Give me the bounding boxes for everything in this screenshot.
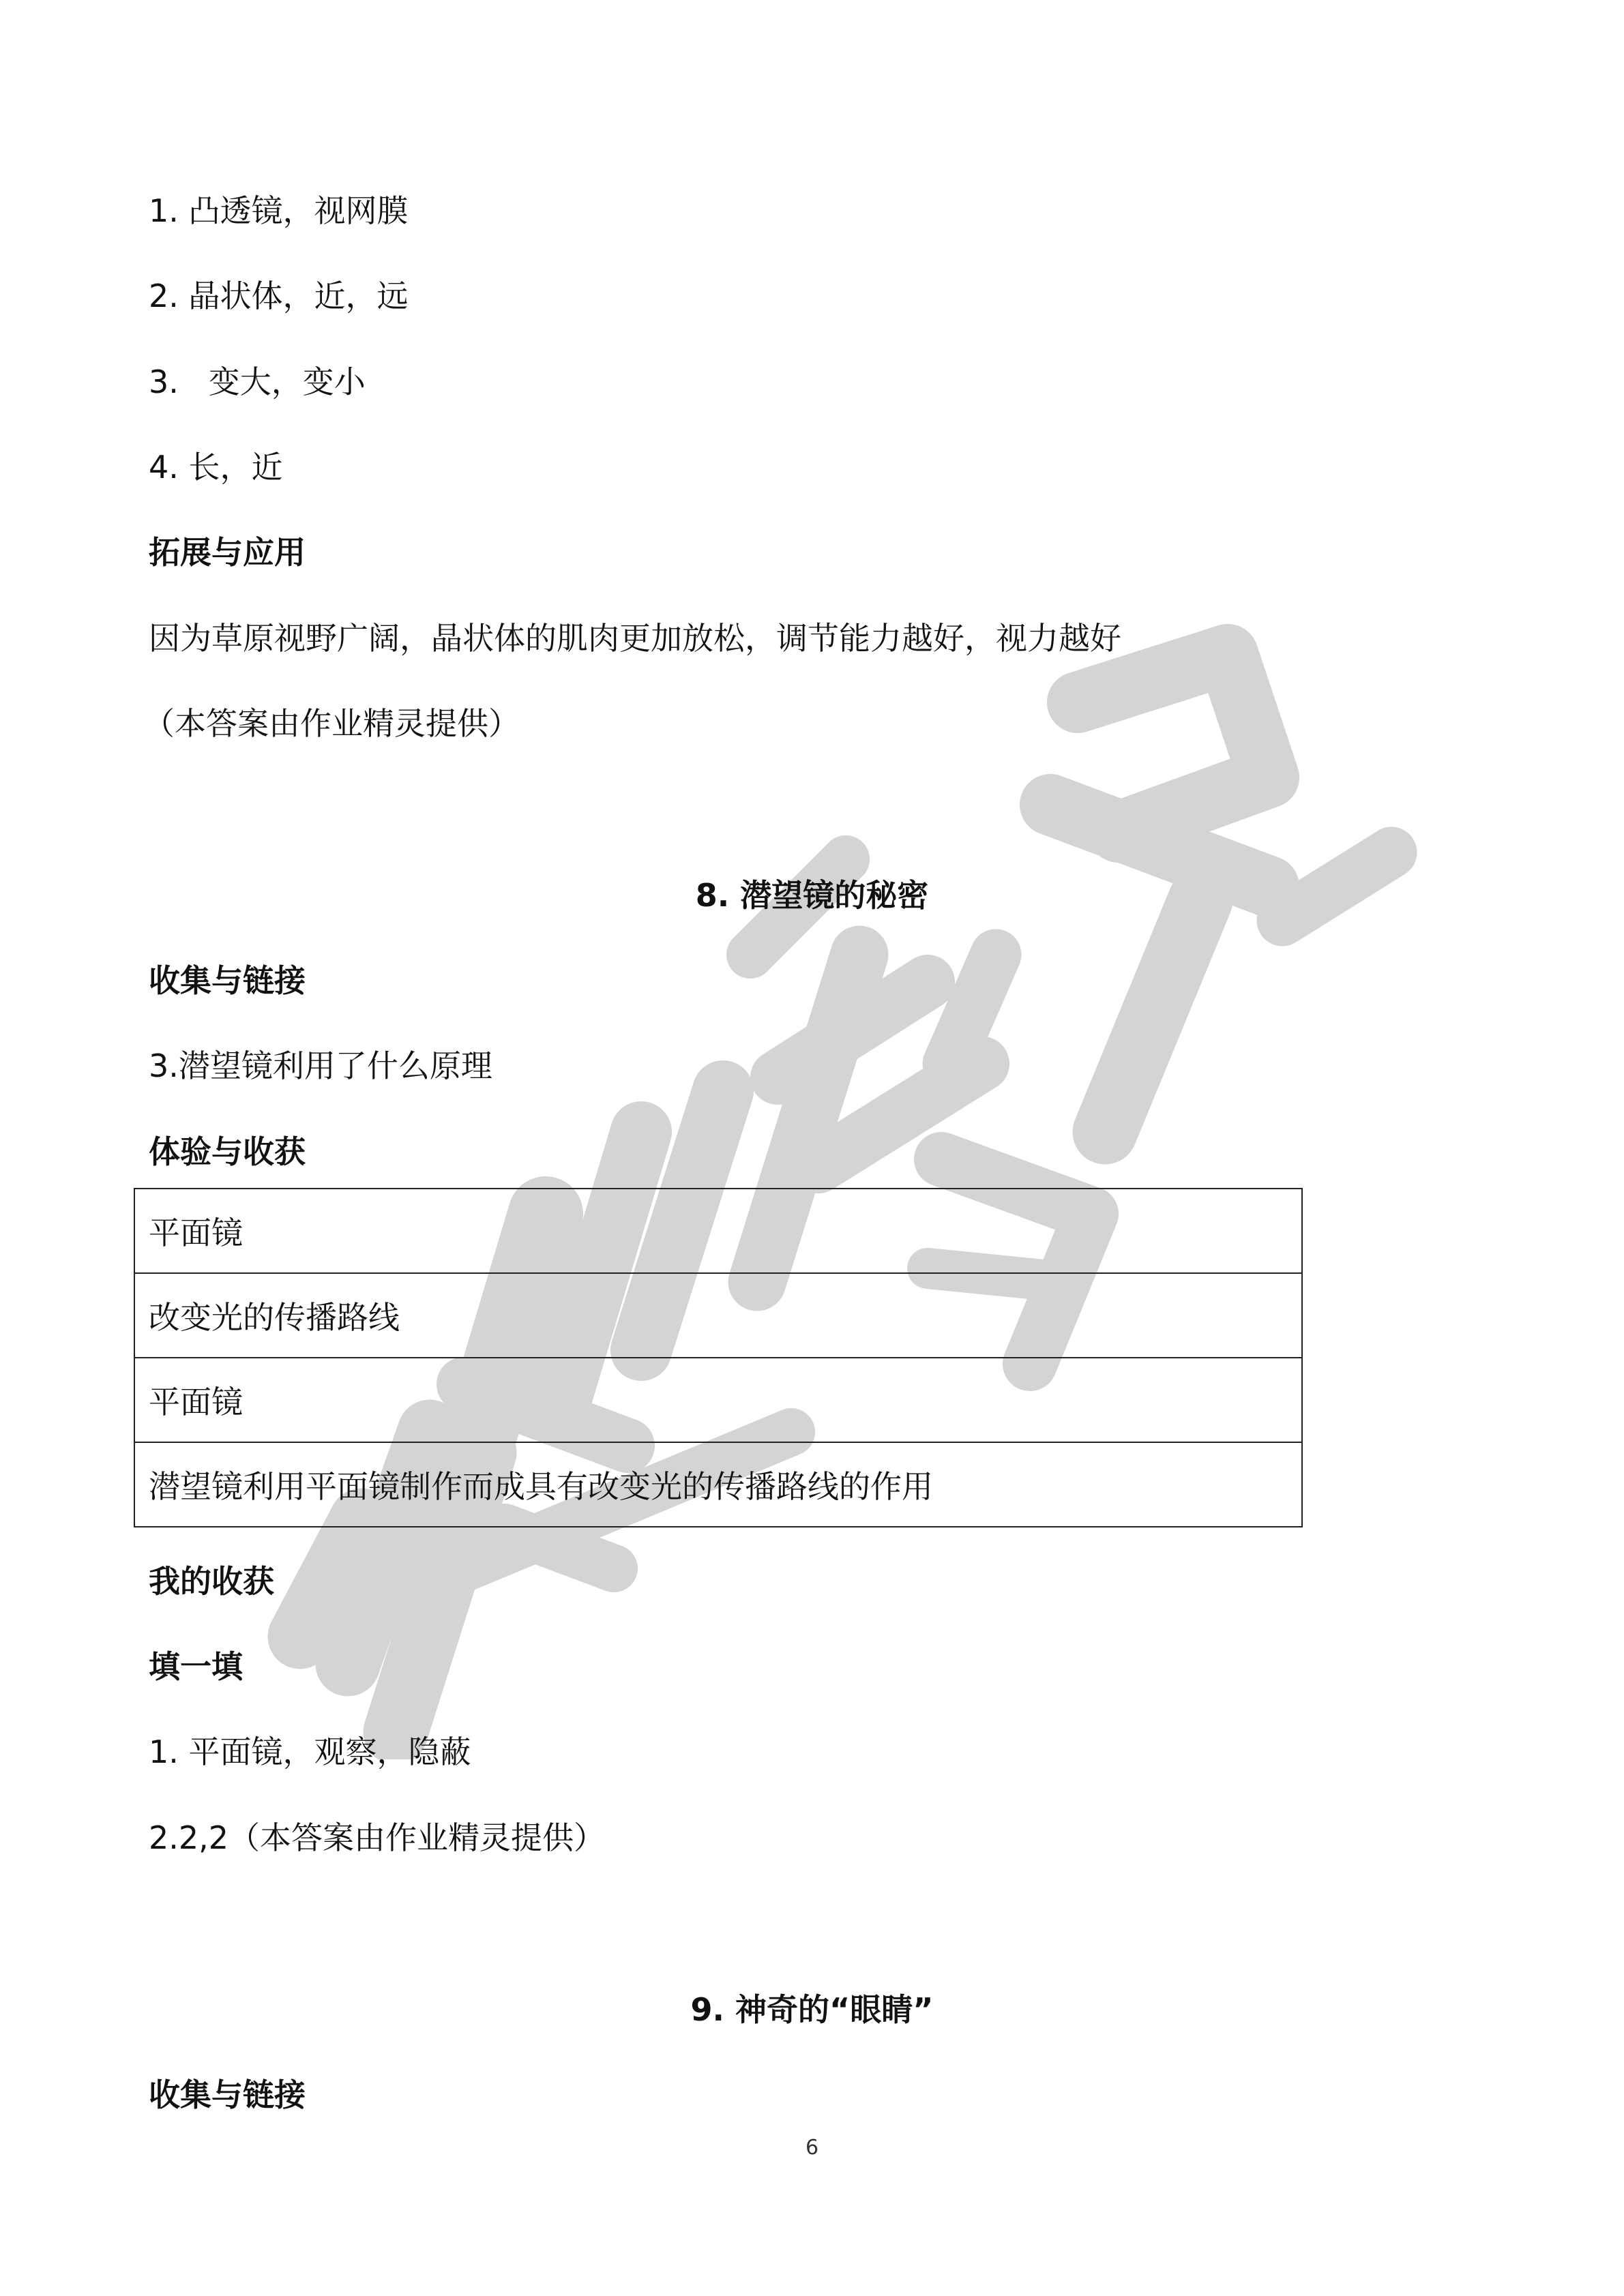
answer-item-1: 1. 凸透镜，视网膜 xyxy=(149,192,409,229)
credit-note: （本答案由作业精灵提供） xyxy=(143,705,520,742)
table-cell: 平面镜 xyxy=(134,1189,1302,1273)
table-row xyxy=(134,1358,1302,1442)
fill-answer-2: 2.2,2（本答案由作业精灵提供） xyxy=(149,1819,606,1856)
section-heading-collect-2: 收集与链接 xyxy=(149,2076,306,2113)
answer-item-2: 2. 晶状体，近，远 xyxy=(149,278,409,314)
answer-item-3: 3. 变大，变小 xyxy=(149,363,366,400)
fill-answer-1: 1. 平面镜，观察，隐蔽 xyxy=(149,1733,471,1770)
section-heading-my-gain: 我的收获 xyxy=(149,1563,274,1600)
table-cell: 改变光的传播路线 xyxy=(134,1273,1302,1358)
expand-answer: 因为草原视野广阔，晶状体的肌肉更加放松，调节能力越好，视力越好 xyxy=(149,620,1121,657)
lesson-title-8: 8. 潜望镜的秘密 xyxy=(695,877,929,914)
table-row xyxy=(134,1273,1302,1358)
lesson-title-9: 9. 神奇的“眼睛” xyxy=(690,1991,934,2028)
section-heading-collect: 收集与链接 xyxy=(149,962,306,999)
section-heading-expand: 拓展与应用 xyxy=(149,534,306,571)
table-cell: 潜望镜利用平面镜制作而成具有改变光的传播路线的作用 xyxy=(134,1442,1302,1527)
table-row xyxy=(134,1189,1302,1273)
table-row xyxy=(134,1442,1302,1527)
table-cell: 平面镜 xyxy=(134,1358,1302,1442)
answer-item-4: 4. 长，近 xyxy=(149,449,283,486)
section-heading-experience: 体验与收获 xyxy=(149,1133,306,1170)
section-heading-fill: 填一填 xyxy=(149,1648,243,1685)
collect-answer: 3.潜望镜利用了什么原理 xyxy=(149,1047,492,1084)
experience-table xyxy=(134,1188,1303,1527)
page-number: 6 xyxy=(805,2136,819,2160)
